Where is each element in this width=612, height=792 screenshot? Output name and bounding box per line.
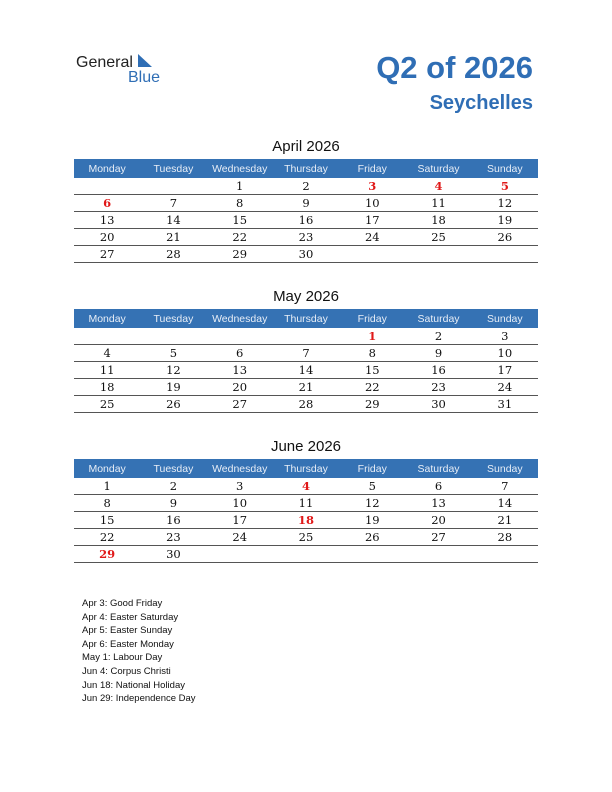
day-cell: 2 bbox=[273, 178, 339, 195]
day-cell: 19 bbox=[472, 212, 538, 229]
day-cell: 4 bbox=[273, 478, 339, 495]
day-cell: 12 bbox=[339, 495, 405, 512]
weekday-header: Tuesday bbox=[140, 309, 206, 328]
empty-day-cell bbox=[207, 546, 273, 563]
day-cell: 10 bbox=[207, 495, 273, 512]
empty-day-cell bbox=[140, 328, 206, 345]
day-cell: 12 bbox=[140, 362, 206, 379]
holiday-note: Jun 4: Corpus Christi bbox=[82, 665, 171, 677]
day-cell: 21 bbox=[273, 379, 339, 396]
day-cell: 11 bbox=[273, 495, 339, 512]
day-cell: 15 bbox=[339, 362, 405, 379]
day-cell: 9 bbox=[273, 195, 339, 212]
holiday-note: Apr 6: Easter Monday bbox=[82, 638, 174, 650]
day-cell: 7 bbox=[140, 195, 206, 212]
brand-logo bbox=[76, 54, 176, 88]
day-cell: 27 bbox=[74, 246, 140, 263]
day-cell: 26 bbox=[472, 229, 538, 246]
day-cell: 3 bbox=[207, 478, 273, 495]
day-cell: 26 bbox=[140, 396, 206, 413]
holiday-note: Jun 18: National Holiday bbox=[82, 679, 185, 691]
week-row bbox=[74, 396, 538, 413]
empty-day-cell bbox=[140, 178, 206, 195]
day-cell: 8 bbox=[339, 345, 405, 362]
empty-day-cell bbox=[273, 546, 339, 563]
day-cell: 15 bbox=[74, 512, 140, 529]
day-cell: 5 bbox=[140, 345, 206, 362]
day-cell: 20 bbox=[405, 512, 471, 529]
day-cell: 17 bbox=[207, 512, 273, 529]
empty-day-cell bbox=[405, 546, 471, 563]
day-cell: 22 bbox=[207, 229, 273, 246]
day-cell: 11 bbox=[405, 195, 471, 212]
holiday-note: Jun 29: Independence Day bbox=[82, 693, 196, 705]
holiday-note: Apr 5: Easter Sunday bbox=[82, 625, 173, 637]
brand-blue-text: Blue bbox=[128, 69, 161, 86]
weekday-header: Friday bbox=[339, 309, 405, 328]
day-cell: 25 bbox=[74, 396, 140, 413]
weekday-header: Monday bbox=[74, 459, 140, 478]
day-cell: 9 bbox=[140, 495, 206, 512]
day-cell: 19 bbox=[339, 512, 405, 529]
day-cell: 24 bbox=[207, 529, 273, 546]
day-cell: 4 bbox=[405, 178, 471, 195]
weekday-header: Sunday bbox=[472, 159, 538, 178]
day-cell: 8 bbox=[74, 495, 140, 512]
day-cell: 28 bbox=[140, 246, 206, 263]
day-cell: 5 bbox=[339, 478, 405, 495]
holiday-note: Apr 4: Easter Saturday bbox=[82, 611, 179, 623]
week-row bbox=[74, 529, 538, 546]
day-cell: 13 bbox=[207, 362, 273, 379]
weekday-header: Wednesday bbox=[207, 159, 273, 178]
day-cell: 6 bbox=[405, 478, 471, 495]
holiday-list bbox=[82, 597, 196, 706]
day-cell: 18 bbox=[74, 379, 140, 396]
month-title: April 2026 bbox=[272, 138, 340, 155]
weekday-header: Saturday bbox=[405, 459, 471, 478]
day-cell: 1 bbox=[339, 328, 405, 345]
day-cell: 16 bbox=[405, 362, 471, 379]
day-cell: 10 bbox=[472, 345, 538, 362]
weekday-header: Friday bbox=[339, 459, 405, 478]
day-cell: 3 bbox=[339, 178, 405, 195]
empty-day-cell bbox=[273, 328, 339, 345]
month-calendar bbox=[74, 287, 538, 413]
day-cell: 20 bbox=[74, 229, 140, 246]
weekday-header: Tuesday bbox=[140, 159, 206, 178]
week-row bbox=[74, 229, 538, 246]
month-grid bbox=[74, 309, 538, 413]
day-cell: 5 bbox=[472, 178, 538, 195]
weekday-header: Thursday bbox=[273, 459, 339, 478]
weekday-header: Sunday bbox=[472, 459, 538, 478]
week-row bbox=[74, 362, 538, 379]
day-cell: 28 bbox=[273, 396, 339, 413]
day-cell: 25 bbox=[273, 529, 339, 546]
day-cell: 6 bbox=[74, 195, 140, 212]
day-cell: 14 bbox=[273, 362, 339, 379]
weekday-header: Saturday bbox=[405, 309, 471, 328]
day-cell: 24 bbox=[339, 229, 405, 246]
day-cell: 19 bbox=[140, 379, 206, 396]
country-name: Seychelles bbox=[429, 92, 533, 114]
day-cell: 10 bbox=[339, 195, 405, 212]
logo-triangle-icon bbox=[138, 54, 152, 67]
weekday-header: Friday bbox=[339, 159, 405, 178]
day-cell: 28 bbox=[472, 529, 538, 546]
week-row bbox=[74, 512, 538, 529]
day-cell: 13 bbox=[405, 495, 471, 512]
day-cell: 13 bbox=[74, 212, 140, 229]
day-cell: 11 bbox=[74, 362, 140, 379]
day-cell: 7 bbox=[472, 478, 538, 495]
day-cell: 3 bbox=[472, 328, 538, 345]
day-cell: 23 bbox=[140, 529, 206, 546]
week-row bbox=[74, 328, 538, 345]
day-cell: 4 bbox=[74, 345, 140, 362]
week-row bbox=[74, 379, 538, 396]
day-cell: 2 bbox=[140, 478, 206, 495]
day-cell: 7 bbox=[273, 345, 339, 362]
day-cell: 18 bbox=[405, 212, 471, 229]
day-cell: 29 bbox=[207, 246, 273, 263]
day-cell: 30 bbox=[405, 396, 471, 413]
month-title: June 2026 bbox=[270, 438, 342, 455]
day-cell: 8 bbox=[207, 195, 273, 212]
day-cell: 20 bbox=[207, 379, 273, 396]
week-row bbox=[74, 246, 538, 263]
day-cell: 16 bbox=[140, 512, 206, 529]
day-cell: 17 bbox=[339, 212, 405, 229]
month-grid bbox=[74, 459, 538, 563]
month-title: May 2026 bbox=[273, 288, 339, 305]
month-calendar bbox=[74, 437, 538, 563]
empty-day-cell bbox=[74, 328, 140, 345]
day-cell: 30 bbox=[273, 246, 339, 263]
week-row bbox=[74, 178, 538, 195]
weekday-header: Saturday bbox=[405, 159, 471, 178]
brand-general-text: General bbox=[76, 54, 133, 71]
empty-day-cell bbox=[405, 246, 471, 263]
day-cell: 30 bbox=[140, 546, 206, 563]
day-cell: 14 bbox=[472, 495, 538, 512]
day-cell: 1 bbox=[207, 178, 273, 195]
day-cell: 23 bbox=[273, 229, 339, 246]
day-cell: 1 bbox=[74, 478, 140, 495]
day-cell: 9 bbox=[405, 345, 471, 362]
day-cell: 22 bbox=[74, 529, 140, 546]
empty-day-cell bbox=[472, 246, 538, 263]
week-row bbox=[74, 195, 538, 212]
day-cell: 27 bbox=[207, 396, 273, 413]
weekday-header: Thursday bbox=[273, 309, 339, 328]
month-grid bbox=[74, 159, 538, 263]
day-cell: 29 bbox=[339, 396, 405, 413]
week-row bbox=[74, 495, 538, 512]
week-row bbox=[74, 478, 538, 495]
day-cell: 16 bbox=[273, 212, 339, 229]
weekday-header: Thursday bbox=[273, 159, 339, 178]
day-cell: 26 bbox=[339, 529, 405, 546]
day-cell: 21 bbox=[140, 229, 206, 246]
day-cell: 25 bbox=[405, 229, 471, 246]
day-cell: 18 bbox=[273, 512, 339, 529]
weekday-header: Tuesday bbox=[140, 459, 206, 478]
day-cell: 24 bbox=[472, 379, 538, 396]
day-cell: 15 bbox=[207, 212, 273, 229]
empty-day-cell bbox=[339, 246, 405, 263]
weekday-header: Sunday bbox=[472, 309, 538, 328]
empty-day-cell bbox=[472, 546, 538, 563]
day-cell: 14 bbox=[140, 212, 206, 229]
empty-day-cell bbox=[339, 546, 405, 563]
week-row bbox=[74, 345, 538, 362]
day-cell: 27 bbox=[405, 529, 471, 546]
empty-day-cell bbox=[74, 178, 140, 195]
day-cell: 29 bbox=[74, 546, 140, 563]
quarter-title: Q2 of 2026 bbox=[376, 50, 533, 85]
empty-day-cell bbox=[207, 328, 273, 345]
day-cell: 6 bbox=[207, 345, 273, 362]
weekday-header: Monday bbox=[74, 159, 140, 178]
day-cell: 21 bbox=[472, 512, 538, 529]
day-cell: 2 bbox=[405, 328, 471, 345]
weekday-header: Wednesday bbox=[207, 309, 273, 328]
day-cell: 31 bbox=[472, 396, 538, 413]
weekday-header: Wednesday bbox=[207, 459, 273, 478]
holiday-note: May 1: Labour Day bbox=[82, 652, 163, 664]
weekday-header: Monday bbox=[74, 309, 140, 328]
day-cell: 22 bbox=[339, 379, 405, 396]
holiday-note: Apr 3: Good Friday bbox=[82, 598, 163, 609]
month-calendar bbox=[74, 137, 538, 263]
week-row bbox=[74, 546, 538, 563]
week-row bbox=[74, 212, 538, 229]
day-cell: 23 bbox=[405, 379, 471, 396]
day-cell: 12 bbox=[472, 195, 538, 212]
day-cell: 17 bbox=[472, 362, 538, 379]
